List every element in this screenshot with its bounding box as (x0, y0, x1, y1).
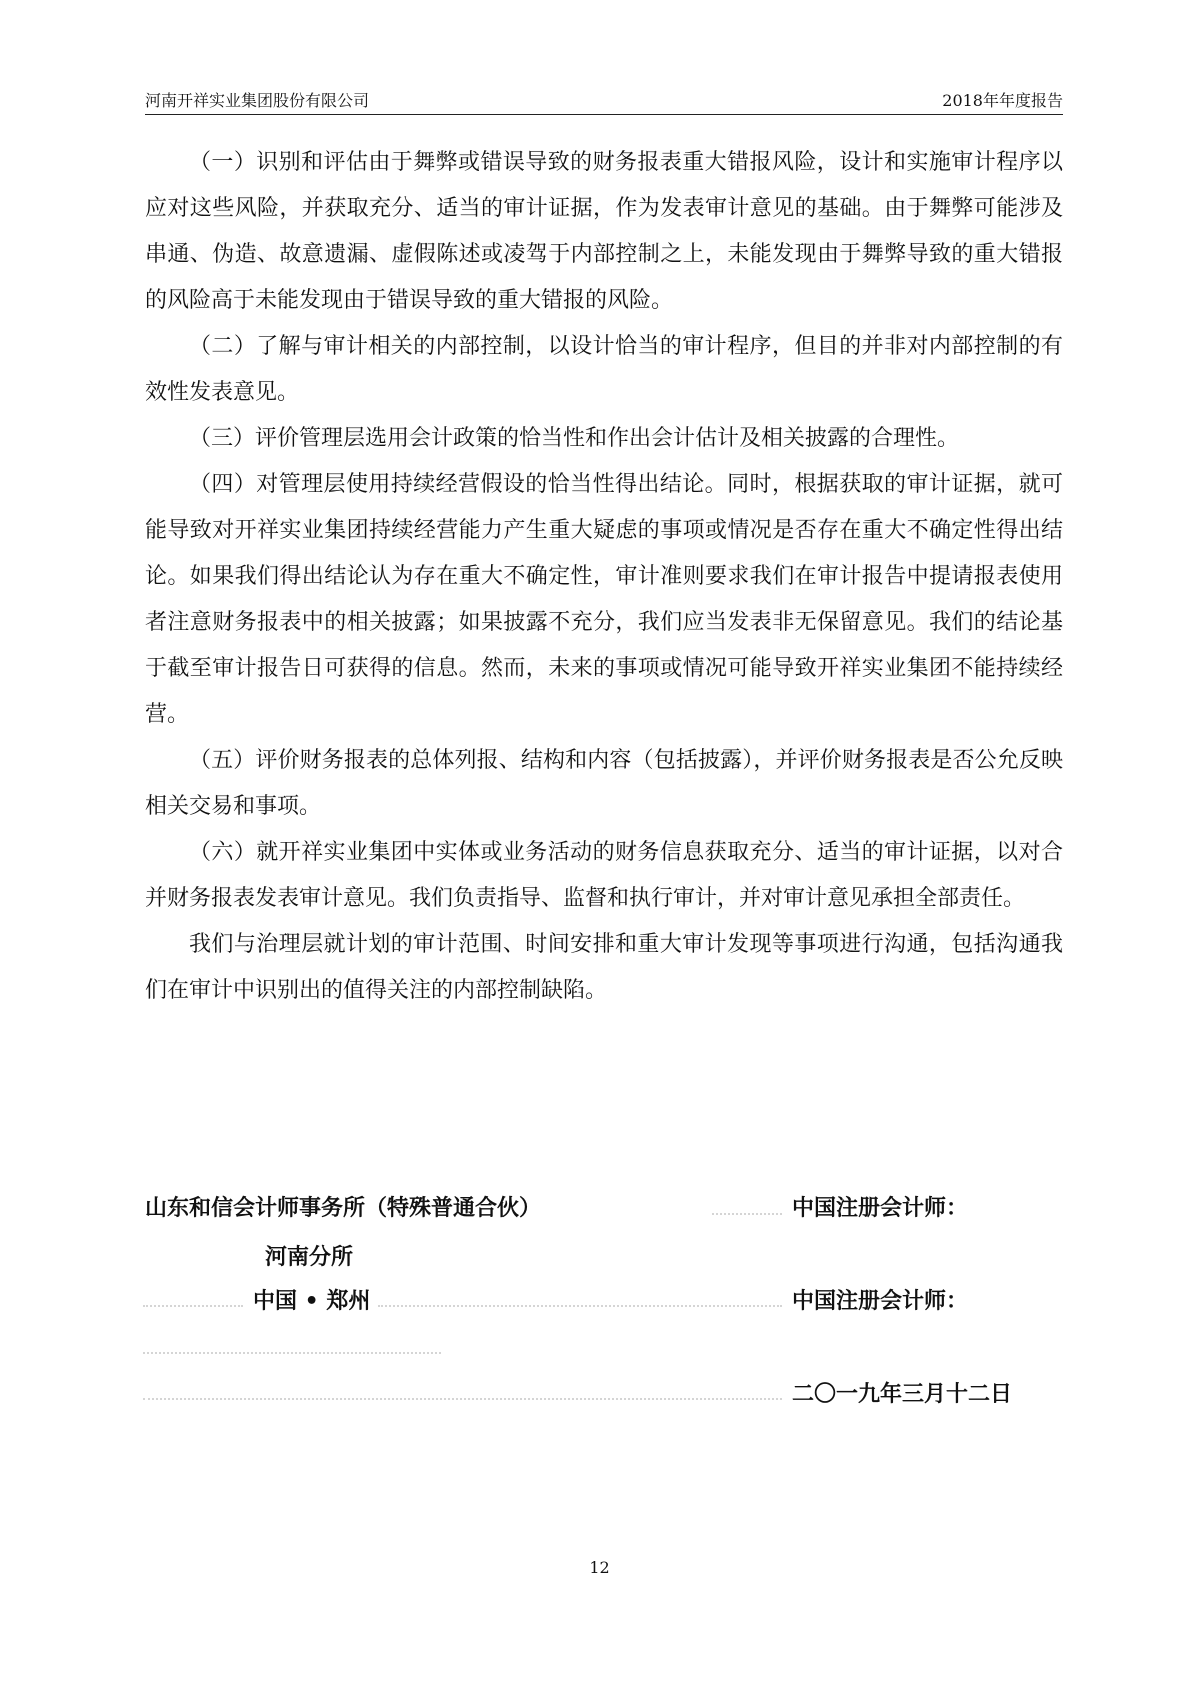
signature-dots-1 (712, 1213, 782, 1215)
report-date: 二〇一九年三月十二日 (792, 1382, 1013, 1407)
paragraph-1: （一）识别和评估由于舞弊或错误导致的财务报表重大错报风险，设计和实施审计程序以应对这些风险，并获取充分、适当的审计证据，作为发表审计意见的基础。由于舞弊可能涉及串通、伪造、故意遗漏、虚假陈述或凌驾于内部控制之上，未能发现由于舞弊导致的重大错报的风险高于未能发现由于错误导致的重大错报的风险。 (145, 150, 1063, 313)
signature-dots-5 (143, 1398, 782, 1400)
paragraph-2: （二）了解与审计相关的内部控制，以设计恰当的审计程序，但目的并非对内部控制的有效性发表意见。 (145, 334, 1063, 405)
header-report-title: 2018年年度报告 (942, 91, 1063, 110)
header-company-name: 河南开祥实业集团股份有限公司 (145, 91, 370, 110)
firm-location: 中国 • 郑州 (253, 1289, 371, 1314)
signature-dots-2 (143, 1305, 243, 1307)
page-header (145, 86, 1063, 115)
page-number: 12 (589, 1558, 610, 1577)
paragraph-4: （四）对管理层使用持续经营假设的恰当性得出结论。同时，根据获取的审计证据，就可能导致对开祥实业集团持续经营能力产生重大疑虑的事项或情况是否存在重大不确定性得出结论。如果我们得出结论认为存在重大不确定性，审计准则要求我们在审计报告中提请报表使用者注意财务报表中的相关披露；如果披露不充分，我们应当发表非无保留意见。我们的结论基于截至审计报告日可获得的信息。然而，未来的事项或情况可能导致开祥实业集团不能持续经营。 (145, 472, 1063, 727)
body-text (145, 140, 1063, 1014)
branch-name: 河南分所 (265, 1245, 354, 1270)
signature-dots-4 (143, 1352, 441, 1354)
signature-dots-3 (378, 1305, 782, 1307)
cpa-label-1: 中国注册会计师： (792, 1196, 969, 1221)
paragraph-6: （六）就开祥实业集团中实体或业务活动的财务信息获取充分、适当的审计证据，以对合并财务报表发表审计意见。我们负责指导、监督和执行审计，并对审计意见承担全部责任。 (145, 840, 1063, 911)
paragraph-5: （五）评价财务报表的总体列报、结构和内容（包括披露），并评价财务报表是否公允反映相关交易和事项。 (145, 748, 1063, 819)
cpa-label-2: 中国注册会计师： (792, 1289, 969, 1314)
paragraph-7: 我们与治理层就计划的审计范围、时间安排和重大审计发现等事项进行沟通，包括沟通我们在审计中识别出的值得关注的内部控制缺陷。 (145, 932, 1063, 1003)
audit-firm-name: 山东和信会计师事务所（特殊普通合伙） (145, 1196, 542, 1221)
paragraph-3: （三）评价管理层选用会计政策的恰当性和作出会计估计及相关披露的合理性。 (189, 426, 960, 451)
